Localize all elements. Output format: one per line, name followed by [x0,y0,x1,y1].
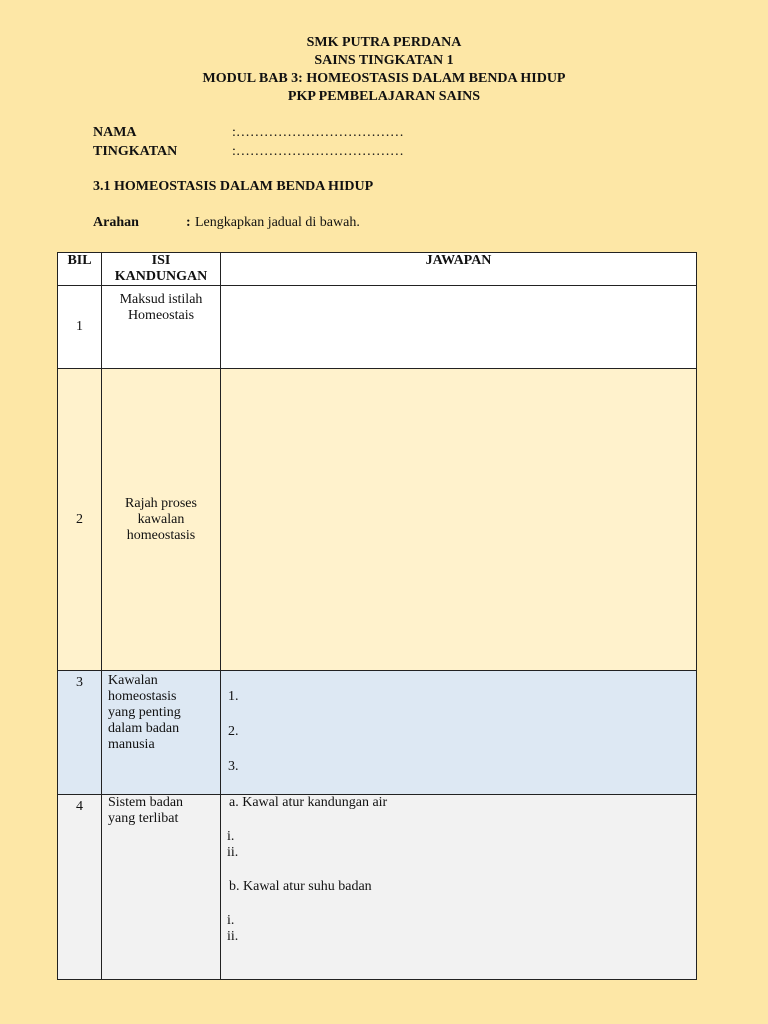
class-field[interactable] [93,144,404,160]
document-header [0,34,768,106]
row3-answer-3[interactable]: 3. [228,759,239,774]
row2-answer-cell[interactable] [221,369,697,671]
table-row [58,286,697,369]
row3-isi [102,671,221,795]
instruction-label: Arahan [93,215,139,230]
row1-bil: 1 [58,286,102,369]
row4-isi [102,795,221,980]
row3-answer-cell[interactable] [221,671,697,795]
row2-isi-line1: Rajah proses [125,495,197,511]
section-title: 3.1 HOMEOSTASIS DALAM BENDA HIDUP [93,179,374,194]
header-bil-text: BIL [67,253,92,268]
name-field[interactable] [93,125,404,141]
module-title: MODUL BAB 3: HOMEOSTASIS DALAM BENDA HIDUP [202,71,566,86]
row4-part-b-item-ii[interactable]: ii. [227,929,239,944]
row3-answer-1[interactable]: 1. [228,689,239,704]
row1-isi-line1: Maksud istilah [119,292,203,307]
program-title: PKP PEMBELAJARAN SAINS [287,89,481,104]
table-row [58,795,697,980]
row3-isi-line4: dalam badan [108,721,180,736]
instruction-colon: : [186,215,191,230]
header-bil [58,253,102,286]
row1-isi [102,286,221,369]
instruction-text: Lengkapkan jadual di bawah. [195,215,360,230]
subject-title: SAINS TINGKATAN 1 [314,53,454,68]
table-header-row [58,253,697,286]
row4-part-a-item-i[interactable]: i. [227,829,235,844]
row1-answer-cell[interactable] [221,286,697,369]
row3-bil: 3 [58,671,102,795]
row4-part-b-item-i[interactable]: i. [227,913,235,928]
table-row [58,369,697,671]
row2-isi [102,369,221,671]
name-value[interactable]: :……………………………… [232,125,404,140]
row3-isi-line2: homeostasis [108,689,177,704]
row4-part-a-title: a. Kawal atur kandungan air [229,795,388,810]
row2-isi-line3: homeostasis [126,527,196,543]
header-jawapan-text: JAWAPAN [425,253,492,268]
row3-answer-2[interactable]: 2. [228,724,239,739]
row1-isi-line2: Homeostais [127,308,195,323]
row3-isi-line3: yang penting [108,705,181,720]
name-label: NAMA [93,125,137,140]
class-value[interactable]: :……………………………… [232,144,404,159]
row4-isi-line1: Sistem badan [108,795,184,810]
table-row [58,671,697,795]
row3-isi-line5: manusia [108,737,155,752]
class-label: TINGKATAN [93,144,178,159]
row2-isi-line2: kawalan [137,511,185,527]
header-isi-kandungan [102,253,221,286]
header-isi-line2: KANDUNGAN [114,269,208,284]
row4-part-b-title: b. Kawal atur suhu badan [229,879,372,894]
header-jawapan [221,253,697,286]
row4-bil: 4 [58,795,102,980]
row4-answer-cell[interactable] [221,795,697,980]
school-name: SMK PUTRA PERDANA [306,35,462,50]
row2-bil: 2 [58,369,102,671]
row4-part-a-item-ii[interactable]: ii. [227,845,239,860]
row3-isi-line1: Kawalan [108,673,158,688]
answer-table [57,252,697,980]
header-isi-line1: ISI [151,253,171,268]
row4-isi-line2: yang terlibat [108,811,179,826]
instruction [93,215,360,231]
